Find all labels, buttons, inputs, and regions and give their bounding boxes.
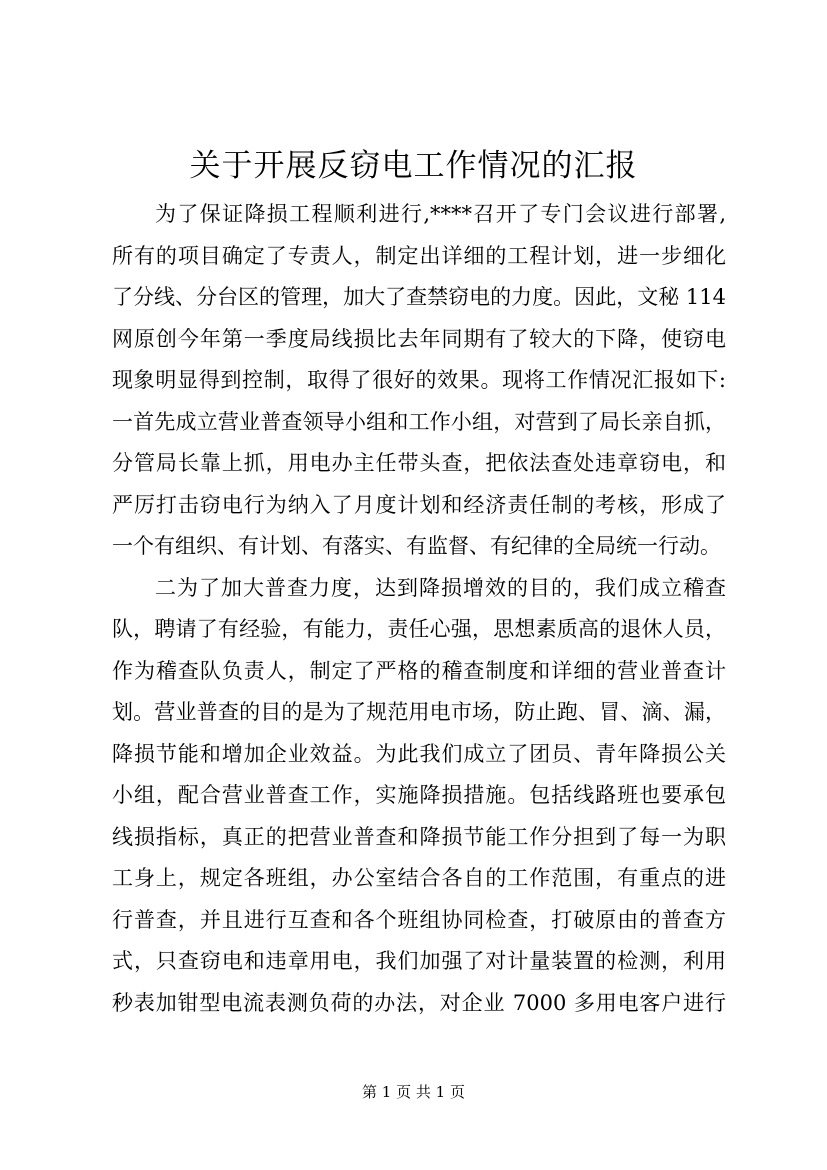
body-line: 作为稽查队负责人，制定了严格的稽查制度和详细的营业普查计 [112,658,726,683]
body-line: 所有的项目确定了专责人，制定出详细的工程计划，进一步细化 [112,243,726,268]
body-line: 分管局长靠上抓，用电办主任带头查，把依法查处违章窃电，和 [112,451,726,475]
body-line: 划。营业普查的目的是为了规范用电市场，防止跑、冒、滴、漏， [112,700,726,724]
document-title: 关于开展反窃电工作情况的汇报 [189,148,638,184]
body-line: 工身上，规定各班组，办公室结合各自的工作范围，有重点的进 [112,866,726,890]
page-footer: 第 1 页 共 1 页 [362,1083,465,1101]
body-line: 小组，配合营业普查工作，实施降损措施。包括线路班也要承包 [112,783,726,807]
body-line: 现象明显得到控制，取得了很好的效果。现将工作情况汇报如下: [112,368,726,392]
body-line: 为了保证降损工程顺利进行,****召开了专门会议进行部署, [155,202,726,226]
body-line: 秒表加钳型电流表测负荷的办法，对企业 7000 多用电客户进行 [112,990,726,1015]
body-line: 二为了加大普查力度，达到降损增效的目的，我们成立稽查 [155,575,726,600]
body-line: 一首先成立营业普查领导小组和工作小组，对营到了局长亲自抓， [112,409,726,434]
body-line: 行普查，并且进行互查和各个班组协同检查，打破原由的普查方 [112,907,726,932]
body-line: 一个有组织、有计划、有落实、有监督、有纪律的全局统一行动。 [112,534,721,558]
body-line: 队，聘请了有经验，有能力，责任心强，思想素质高的退休人员， [112,617,726,641]
body-line: 了分线、分台区的管理，加大了查禁窃电的力度。因此，文秘 114 [112,285,726,309]
body-line: 降损节能和增加企业效益。为此我们成立了团员、青年降损公关 [112,741,726,766]
body-line: 严厉打击窃电行为纳入了月度计划和经济责任制的考核，形成了 [112,492,726,517]
body-line: 式，只查窃电和违章用电，我们加强了对计量装置的检测，利用 [112,949,726,973]
document-body [112,194,726,1024]
body-line: 网原创今年第一季度局线损比去年同期有了较大的下降，使窃电 [112,326,726,351]
body-line: 线损指标，真正的把营业普查和降损节能工作分担到了每一为职 [112,824,726,849]
